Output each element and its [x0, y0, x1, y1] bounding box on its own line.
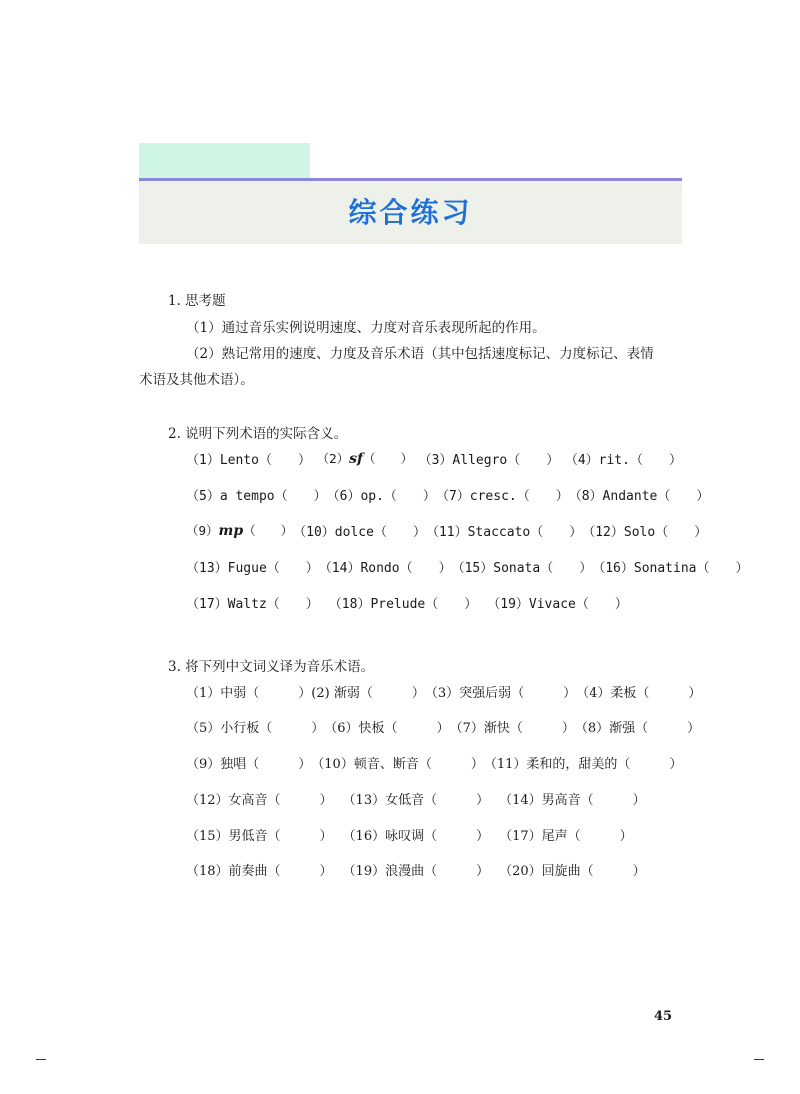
q3-term-12: （12）女高音（ ）: [186, 793, 333, 808]
q2-term-6: （6）op.（ ）: [326, 489, 436, 504]
q3-row-3: [186, 753, 682, 772]
q2-term-2: [317, 449, 413, 468]
q3-term-9: （9）独唱（ ）: [186, 757, 312, 772]
q3-term-2: (2) 渐弱（ ）: [311, 686, 425, 701]
q2-row-5: [186, 593, 682, 612]
q3-term-18: （18）前奏曲（ ）: [186, 864, 333, 879]
crop-mark-right: [754, 1059, 764, 1060]
q2-term-7: （7）cresc.（ ）: [435, 489, 569, 504]
q2-term-18: （18）Prelude（ ）: [328, 597, 478, 612]
q2-row-1: [186, 449, 682, 468]
q2-term-15: （15）Sonata（ ）: [451, 561, 593, 576]
q1-item-1: （1）通过音乐实例说明速度、力度对音乐表现所起的作用。: [186, 320, 546, 336]
q1-item-2: （2）熟记常用的速度、力度及音乐术语（其中包括速度标记、力度标记、表情: [186, 346, 654, 362]
q3-term-13: （13）女低音（ ）: [342, 793, 490, 808]
q3-heading: 3. 将下列中文词义译为音乐术语。: [168, 659, 375, 675]
q2-term-8: （8）Andante（ ）: [568, 489, 710, 504]
q2-term-1: （1）Lento（ ）: [186, 453, 311, 468]
q2-term-13: （13）Fugue（ ）: [186, 561, 319, 576]
q2-term-17: （17）Waltz（ ）: [186, 597, 319, 612]
header-tab-decoration: [139, 143, 310, 181]
q2-term-12: （12）Solo（ ）: [582, 525, 708, 540]
q3-term-17: （17）尾声（ ）: [499, 829, 633, 844]
q3-term-15: （15）男低音（ ）: [186, 829, 333, 844]
q3-term-19: （19）浪漫曲（ ）: [342, 864, 490, 879]
q3-term-6: （6）快板（ ）: [324, 721, 450, 736]
q3-term-10: （10）顿音、断音（ ）: [311, 757, 484, 772]
q3-term-20: （20）回旋曲（ ）: [499, 864, 646, 879]
q2-term-2-blank: （ ）: [363, 451, 414, 466]
crop-mark-left: [36, 1059, 46, 1060]
q2-row-3: [186, 521, 708, 540]
q3-term-14: （14）男高音（ ）: [499, 793, 646, 808]
q2-term-2-number: （2）: [316, 451, 350, 466]
q2-heading: 2. 说明下列术语的实际含义。: [168, 426, 348, 442]
q2-row-2: [186, 485, 710, 504]
q2-term-9-symbol: mp: [218, 523, 244, 539]
q2-term-4: （4）rit.（ ）: [564, 453, 682, 468]
title-rule: [139, 178, 682, 181]
page-number: 45: [654, 1009, 673, 1024]
q2-term-19: （19）Vivace（ ）: [487, 597, 628, 612]
q3-row-5: [186, 825, 682, 844]
q2-term-9-number: （9）: [186, 523, 219, 538]
q3-term-11: （11）柔和的，甜美的（ ）: [483, 757, 683, 772]
q2-row-4: [186, 557, 749, 576]
q3-row-4: [186, 789, 682, 808]
q2-term-3: （3）Allegro（ ）: [418, 453, 560, 468]
q3-term-16: （16）咏叹调（ ）: [342, 829, 490, 844]
q3-term-7: （7）渐快（ ）: [449, 721, 575, 736]
q2-term-9: [186, 521, 293, 540]
q3-term-4: （4）柔板（ ）: [576, 686, 702, 701]
q2-term-11: （11）Staccato（ ）: [425, 525, 583, 540]
q2-term-5: （5）a tempo（ ）: [186, 489, 327, 504]
q2-term-14: （14）Rondo（ ）: [318, 561, 452, 576]
page-title: 综合练习: [348, 196, 473, 229]
q3-term-8: （8）渐强（ ）: [574, 721, 701, 736]
q1-heading: 1. 思考题: [168, 293, 226, 309]
q3-term-3: （3）突强后弱（ ）: [424, 686, 577, 701]
q3-row-1: [186, 682, 702, 701]
q2-term-9-blank: （ ）: [243, 523, 294, 538]
q2-term-10: （10）dolce（ ）: [293, 525, 426, 540]
q3-term-1: （1）中弱（ ）: [186, 686, 312, 701]
q3-row-2: [186, 717, 701, 736]
q3-term-5: （5）小行板（ ）: [186, 721, 325, 736]
q3-row-6: [186, 860, 682, 879]
q1-item-2-continued: 术语及其他术语）。: [139, 372, 254, 388]
q2-term-16: （16）Sonatina（ ）: [592, 561, 749, 576]
q2-term-2-symbol: sf: [349, 451, 363, 467]
